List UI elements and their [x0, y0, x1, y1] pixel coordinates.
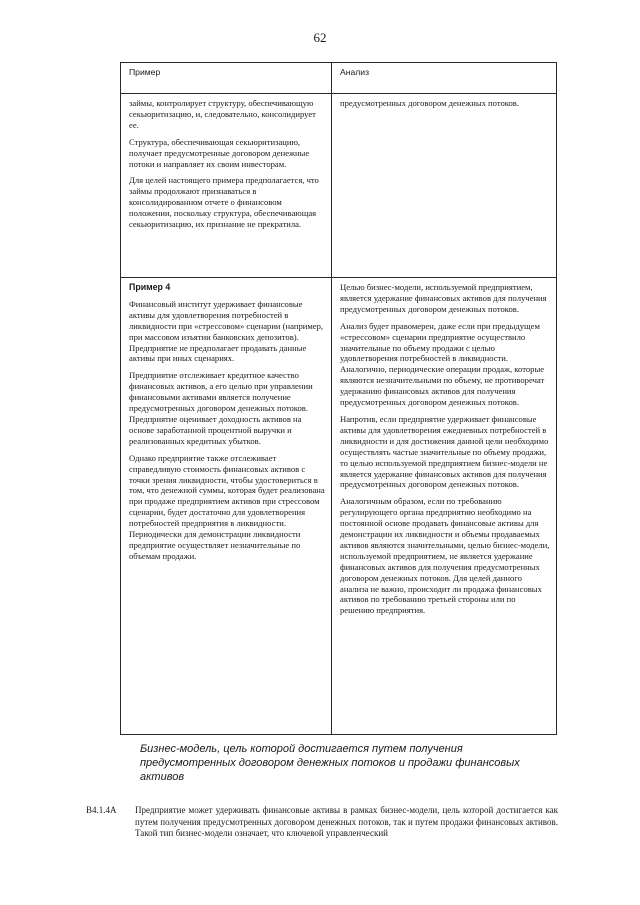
section-heading: Бизнес-модель, цель которой достигается путем получения предусмотренных договором денежных потоков и продажи финансовых активов [140, 743, 520, 783]
analysis-paragraph: Напротив, если предприятие удерживает финансовые активы для удовлетворения ежедневных потребностей в ликвидности и для достижения данной цели необходимо осуществлять частые значительные по объему продажи, то целью используемой предприятием бизнес-модели не является удержание финансовых активов для получения предусмотренных договором денежных потоков. [340, 413, 549, 490]
analysis-paragraph: Целью бизнес-модели, используемой предприятием, является удержание финансовых активов для получения предусмотренных договором денежных потоков. [340, 282, 547, 314]
example-paragraph: Структура, обеспечивающая секьюритизацию, получает предусмотренные договором денежные потоки и направляет их своим инвесторам. [129, 136, 310, 169]
example-analysis-table [120, 62, 557, 735]
paragraph-text: Предприятие может удерживать финансовые активы в рамках бизнес-модели, цель которой достигается как путем получения предусмотренных договором денежных потоков, так и путем продажи финансовых активов. Такой тип бизнес-модели означает, что ключевой управленческий [135, 805, 558, 839]
table-row [121, 278, 557, 735]
example-paragraph: займы, контролирует структуру, обеспечивающую секьюритизацию, и, следовательно, консолидирует ее. [129, 98, 316, 130]
header-analysis: Анализ [332, 63, 557, 94]
example-cell [121, 278, 332, 735]
example-title: Пример 4 [129, 282, 171, 292]
example-paragraph: Для целей настоящего примера предполагается, что займы продолжают признаваться в консолидированном отчете о финансовом положении, поскольку структура, обеспечивающая секьюритизацию, их признание не прекратила. [129, 175, 319, 230]
analysis-cell [332, 278, 557, 735]
example-cell [121, 94, 332, 278]
example-paragraph: Однако предприятие также отслеживает справедливую стоимость финансовых активов с точки зрения ликвидности, чтобы удостовериться в том, что денежной суммы, которая будет реализована при продаже предприятием активов при стрессовом сценарии, будет достаточно для удовлетворения потребностей предприятия в ликвидности. Периодически для демонстрации ликвидности предприятие осуществляет незначительные по объемам продажи. [129, 452, 325, 561]
analysis-paragraph: Аналогичным образом, если по требованию регулирующего органа предприятию необходимо на постоянной основе продавать финансовые активы для демонстрации их ликвидности и объемы продаваемых активов являются значительными, целью бизнес-модели, используемой предприятием, не является удержание финансовых активов для получения предусмотренных договором денежных потоков. Для целей данного анализа не важно, происходит ли продажа финансовых активов по требованию третьей стороны или по решению предприятия. [340, 496, 550, 616]
analysis-paragraph: предусмотренных договором денежных потоков. [340, 98, 519, 108]
analysis-cell [332, 94, 557, 278]
table-row [121, 94, 557, 278]
analysis-paragraph: Анализ будет правомерен, даже если при предыдущем «стрессовом» сценарии предприятие осуществило значительные по объему продажи с целью удовлетворения потребностей в ликвидности. Аналогично, периодические операции продаж, которые являются незначительными по объему, не противоречат удержанию финансовых активов для получения предусмотренных договором денежных потоков. [340, 320, 545, 408]
paragraph-number: B4.1.4A [86, 805, 117, 815]
page-number: 62 [313, 30, 327, 45]
example-paragraph: Предприятие отслеживает кредитное качество финансовых активов, а его целью при управлении финансовыми активами является получение предусмотренных договором денежных потоков. Предприятие оценивает доходность активов на основе заработанной процентной выручки и реализованных кредитных убытков. [129, 370, 313, 446]
table-header-row [121, 63, 557, 94]
example-paragraph: Финансовый институт удерживает финансовые активы для удовлетворения потребностей в ликвидности при «стрессовом» сценарии (например, при массовом изъятии банковских депозитов). Предприятие не предполагает продавать данные активы при иных сценариях. [129, 298, 324, 364]
header-example: Пример [121, 63, 332, 94]
